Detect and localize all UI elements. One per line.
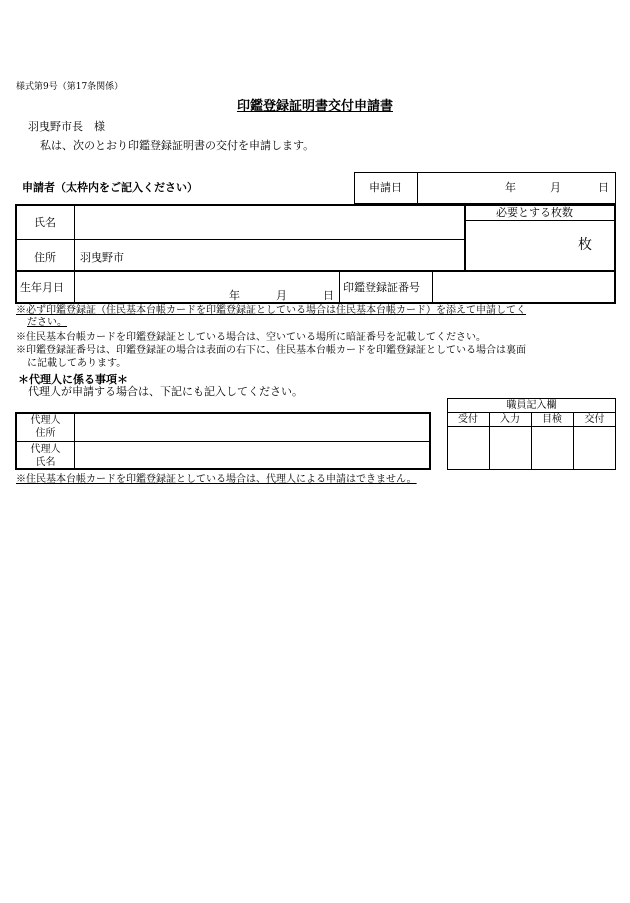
copies-unit: 枚 (578, 237, 592, 253)
staff-col-inspection: 目検 (542, 414, 562, 425)
agent-name-label-2: 氏名 (35, 457, 56, 468)
agent-name-label-1: 代理人 (30, 444, 61, 455)
staff-col-issued: 交付 (584, 414, 605, 425)
birthdate-label: 生年月日 (20, 281, 64, 294)
agent-name-field[interactable] (76, 443, 429, 468)
note-3-line-2: に記載してあります。 (27, 358, 127, 369)
address-label: 住所 (34, 251, 56, 264)
agent-instruction: 代理人が申請する場合は、下記にも記入してください。 (28, 385, 303, 398)
addressee: 羽曳野市長 様 (28, 120, 105, 133)
form-number: 様式第9号（第17条関係） (16, 82, 124, 92)
date-day-label: 日 (598, 181, 609, 194)
agent-address-field[interactable] (76, 414, 429, 440)
footer-note: ※住民基本台帳カードを印鑑登録証としている場合は、代理人による申請はできません。 (16, 474, 417, 485)
note-2: ※住民基本台帳カードを印鑑登録証としている場合は、空いている場所に暗証番号を記載してください。 (16, 332, 486, 343)
name-field[interactable] (76, 206, 462, 238)
application-date-label: 申請日 (369, 181, 402, 194)
staff-box-title: 職員記入欄 (506, 400, 557, 411)
agent-address-label-2: 住所 (35, 428, 56, 439)
note-1-line-2: ださい。 (27, 317, 67, 328)
intro-text: 私は、次のとおり印鑑登録証明書の交付を申請します。 (40, 139, 315, 152)
birth-year-label: 年 (229, 289, 240, 302)
agent-address-label-1: 代理人 (30, 415, 61, 426)
seal-number-label: 印鑑登録証番号 (343, 281, 420, 294)
page-title: 印鑑登録証明書交付申請書 (236, 99, 393, 114)
copies-label: 必要とする枚数 (496, 206, 573, 219)
applicant-section-label: 申請者（太枠内をご記入ください） (22, 181, 198, 194)
name-label: 氏名 (34, 216, 56, 229)
copies-field[interactable] (466, 222, 576, 268)
address-value[interactable]: 羽曳野市 (80, 251, 124, 264)
date-year-label: 年 (505, 181, 516, 194)
seal-number-field[interactable] (434, 272, 614, 302)
birth-day-label: 日 (323, 289, 334, 302)
agent-section-heading: ＊代理人に係る事項＊ (18, 373, 128, 386)
note-1-line-1: ※必ず印鑑登録証（住民基本台帳カードを印鑑登録証としている場合は住民基本台帳カード）を添えて申請してく (16, 305, 526, 316)
birth-month-label: 月 (276, 289, 287, 302)
date-month-label: 月 (550, 181, 561, 194)
staff-col-reception: 受付 (458, 414, 478, 425)
staff-col-input: 入力 (500, 414, 520, 425)
note-3-line-1: ※印鑑登録証番号は、印鑑登録証の場合は表面の右下に、住民基本台帳カードを印鑑登録証としている場合は裏面 (16, 345, 526, 356)
